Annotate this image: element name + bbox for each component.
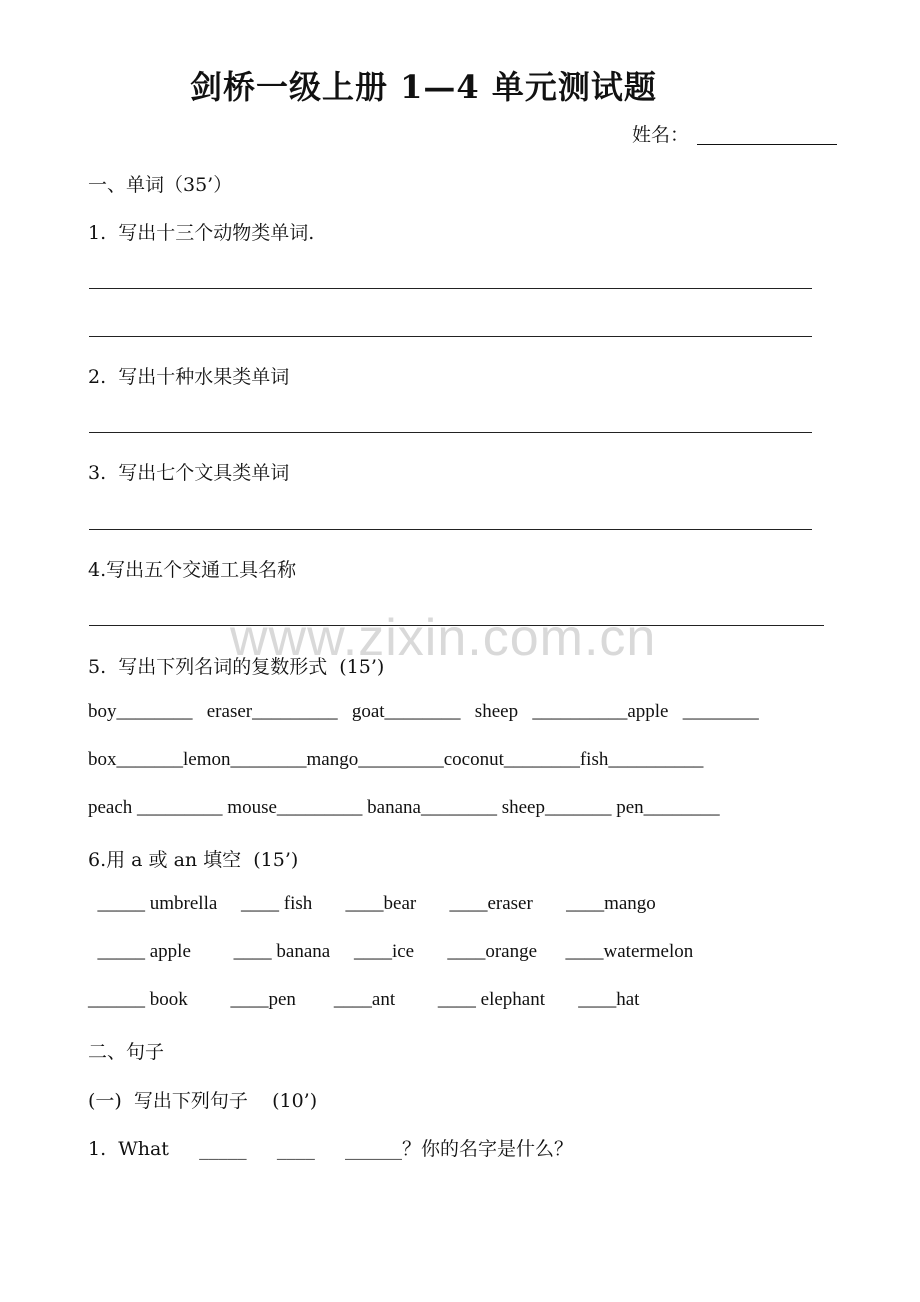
- plural-row: peach _________ mouse_________ banana________ sheep_______ pen________: [88, 797, 720, 818]
- question-6: 6.用 a 或 an 填空 (15’): [88, 849, 299, 871]
- name-blank[interactable]: [697, 144, 837, 145]
- name-label: 姓名：: [632, 124, 690, 146]
- article-row: _____ apple ____ banana ____ice ____orange ____watermelon: [88, 941, 694, 962]
- section2-heading: 二、句子: [88, 1041, 165, 1063]
- answer-line[interactable]: [89, 529, 812, 530]
- page-title: 剑桥一级上册 1—4 单元测试题: [190, 68, 657, 106]
- question-5: 5. 写出下列名词的复数形式 (15’): [88, 656, 385, 678]
- article-row: _____ umbrella ____ fish ____bear ____eraser ____mango: [88, 893, 656, 914]
- section1-heading: 一、单词（35’）: [88, 174, 233, 196]
- question-2: 2. 写出十种水果类单词: [88, 366, 290, 388]
- plural-row: box_______lemon________mango_________coconut________fish__________: [88, 749, 704, 770]
- watermark: www.zixin.com.cn: [230, 609, 657, 667]
- section2-sub1: (一) 写出下列句子 (10’): [88, 1090, 318, 1112]
- answer-line[interactable]: [89, 336, 812, 337]
- question-1: 1. 写出十三个动物类单词.: [88, 222, 315, 244]
- plural-row: boy________ eraser_________ goat________ sheep __________apple ________: [88, 701, 759, 722]
- question-3: 3. 写出七个文具类单词: [88, 462, 290, 484]
- article-row: ______ book ____pen ____ant ____ elephant ____hat: [88, 989, 640, 1010]
- sentence-1: 1. What _____ ____ ______？你的名字是什么？: [88, 1138, 574, 1160]
- answer-line[interactable]: [89, 288, 812, 289]
- answer-line[interactable]: [89, 432, 812, 433]
- question-4: 4.写出五个交通工具名称: [88, 559, 297, 581]
